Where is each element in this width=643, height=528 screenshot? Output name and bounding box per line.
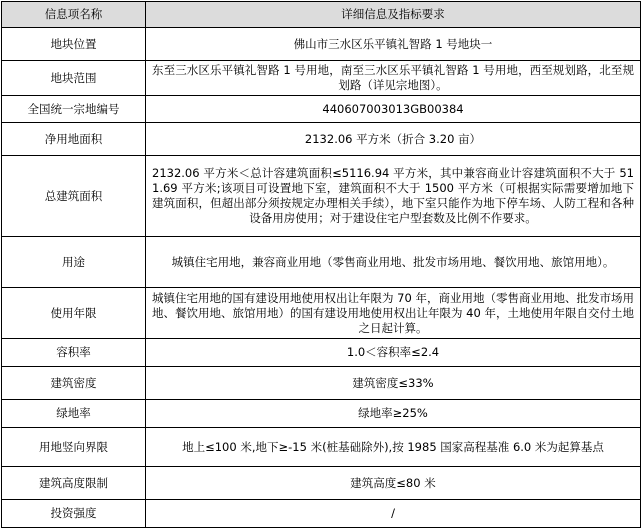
row-value: 佛山市三水区乐平镇礼智路 1 号地块一 [146, 28, 641, 61]
table-row [2, 400, 641, 428]
row-value: 地上≤100 米,地下≥-15 米(桩基础除外),按 1985 国家高程基准 6.0 米为起算基点 [146, 428, 641, 467]
table-row [2, 28, 641, 61]
row-value: 城镇住宅用地，兼容商业用地（零售商业用地、批发市场用地、餐饮用地、旅馆用地）。 [146, 237, 641, 288]
row-label: 用地竖向界限 [2, 428, 146, 467]
row-value: 东至三水区乐平镇礼智路 1 号用地，南至三水区乐平镇礼智路 1 号用地，西至规划路，北至规划路（详见宗地图）。 [146, 61, 641, 96]
row-value: / [146, 500, 641, 528]
table-row [2, 367, 641, 400]
row-label: 建筑密度 [2, 367, 146, 400]
row-value: 2132.06 平方米（折合 3.20 亩） [146, 123, 641, 156]
header-item-name: 信息项名称 [2, 2, 146, 28]
row-value: 440607003013GB00384 [146, 96, 641, 123]
row-label: 用途 [2, 237, 146, 288]
row-label: 地块范围 [2, 61, 146, 96]
row-label: 使用年限 [2, 288, 146, 339]
table-row [2, 96, 641, 123]
row-value: 绿地率≥25% [146, 400, 641, 428]
table-row [2, 500, 641, 528]
row-label: 总建筑面积 [2, 156, 146, 237]
table-row [2, 339, 641, 367]
table-header-row [2, 2, 641, 28]
row-label: 绿地率 [2, 400, 146, 428]
row-label: 净用地面积 [2, 123, 146, 156]
header-detail: 详细信息及指标要求 [146, 2, 641, 28]
row-label: 投资强度 [2, 500, 146, 528]
row-label: 地块位置 [2, 28, 146, 61]
table-row [2, 467, 641, 500]
table-row [2, 61, 641, 96]
table-row [2, 288, 641, 339]
table-row [2, 428, 641, 467]
table-row [2, 123, 641, 156]
land-info-table [1, 1, 641, 528]
row-label: 全国统一宗地编号 [2, 96, 146, 123]
row-value: 建筑高度≤80 米 [146, 467, 641, 500]
row-value: 1.0＜容积率≤2.4 [146, 339, 641, 367]
row-label: 容积率 [2, 339, 146, 367]
table-row [2, 237, 641, 288]
row-label: 建筑高度限制 [2, 467, 146, 500]
table-row [2, 156, 641, 237]
row-value: 2132.06 平方米＜总计容建筑面积≤5116.94 平方米，其中兼容商业计容建筑面积不大于 511.69 平方米;该项目可设置地下室，建筑面积不大于 1500 平方米（可根据实际需要增加地下建筑面积，但超出部分须按规定办理相关手续），地下室只能作为地下停车场、人防工程和各种设备用房使用；对于建设住宅户型套数及比例不作要求。 [146, 156, 641, 237]
row-value: 城镇住宅用地的国有建设用地使用权出让年限为 70 年，商业用地（零售商业用地、批发市场用地、餐饮用地、旅馆用地）的国有建设用地使用权出让年限为 40 年，土地使用年限自交付土地之日起计算。 [146, 288, 641, 339]
row-value: 建筑密度≤33% [146, 367, 641, 400]
